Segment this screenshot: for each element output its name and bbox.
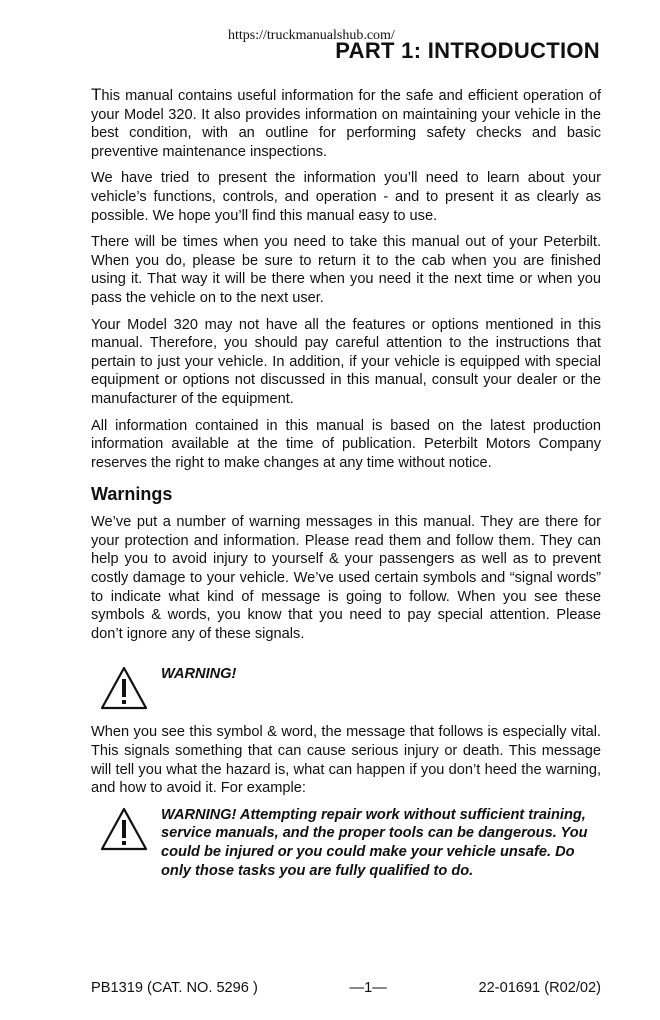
page-footer: [91, 980, 601, 996]
intro-paragraph-1: [91, 86, 601, 161]
drop-cap: T: [91, 85, 102, 104]
intro-paragraph-2: We have tried to present the information you’ll need to learn about your vehicle’s functions, controls, and operation - and to present it as clearly as possible. We hope you’ll find this manual easy to use.: [91, 170, 601, 224]
intro-paragraph-5: All information contained in this manual is based on the latest production information available at the time of publication. Peterbilt Motors Company reserves the right to make changes at any time without notice.: [91, 417, 601, 471]
warning-symbol-block: [91, 665, 601, 711]
warning-label: WARNING!: [161, 666, 237, 683]
footer-revision: 22-01691 (R02/02): [478, 980, 601, 996]
page-title: PART 1: INTRODUCTION: [335, 38, 600, 63]
source-url[interactable]: https://truckmanualshub.com/: [228, 28, 395, 43]
intro-paragraph-1-text: his manual contains useful information for the safe and efficient operation of your Model 320. It also provides information on maintaining your vehicle in the best condition, with an outline for performing safety checks and basic preventive maintenance inspections.: [91, 88, 601, 160]
warnings-paragraph: We’ve put a number of warning messages in this manual. They are there for your protection and information. Please read them and follow them. They can help you to avoid injury to yourself & your passengers as well as to prevent costly damage to your vehicle. We’ve used certain symbols and “signal words” to indicate what kind of message is going to follow. When you see these symbols & words, you know that you need to pay special attention. Please don’t ignore any of these signals.: [91, 514, 601, 642]
intro-paragraph-3: There will be times when you need to take this manual out of your Peterbilt. When you do, please be sure to return it to the cab when you are finished using it. That way it will be there when you need it the next time or when you pass the vehicle on to the next user.: [91, 234, 601, 306]
warning-triangle-icon: [99, 806, 149, 852]
example-warning-block: [91, 806, 601, 880]
manual-content: [91, 86, 601, 880]
footer-catalog-number: PB1319 (CAT. NO. 5296 ): [91, 980, 258, 996]
example-warning-text: WARNING! Attempting repair work without sufficient training, service manuals, and the proper tools can be dangerous. You could be injured or you could make your vehicle unsafe. Do only those tasks you are fully qualified to do.: [161, 806, 588, 879]
warning-explanation: When you see this symbol & word, the message that follows is especially vital. This signals something that can cause serious injury or death. This message will tell you what the hazard is, what can happen if you don’t heed the warning, and how to avoid it. For example:: [91, 724, 601, 797]
warnings-heading: Warnings: [91, 484, 173, 505]
warning-triangle-icon: [99, 665, 149, 711]
footer-page-number: —1—: [349, 980, 387, 996]
intro-paragraph-4: Your Model 320 may not have all the features or options mentioned in this manual. Therefore, you should pay careful attention to the instructions that pertain to just your vehicle. In addition, if your vehicle is equipped with special equipment or options not discussed in this manual, consult your dealer or the manufacturer of the equipment.: [91, 316, 601, 407]
